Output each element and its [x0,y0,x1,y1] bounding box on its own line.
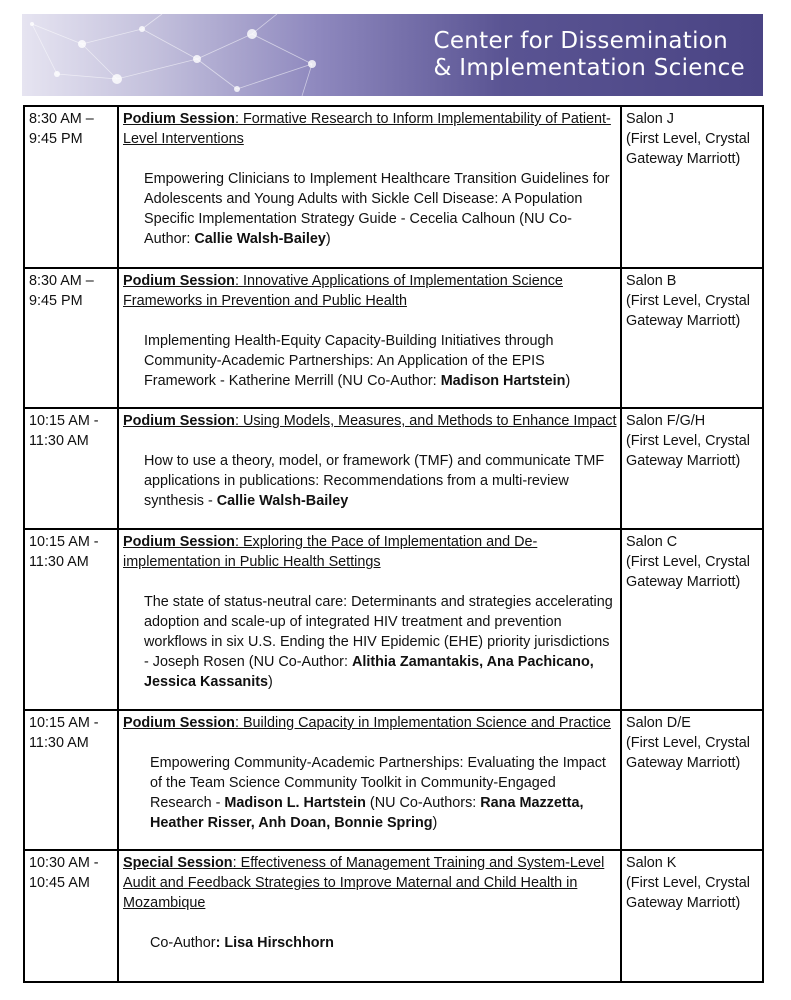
session-title-text: Frameworks in Prevention and Public Health [123,293,407,309]
abstract-text: ) [565,373,571,389]
time-cell [24,710,118,850]
session-title-text: : Innovative Applications of Implementation Science [234,273,563,289]
location-cell [621,268,763,408]
time-end: 11:30 AM [29,554,89,570]
abstract-text: The state of status-neutral care: Determinants and strategies accelerating adoption and scale-up of integrated HIV treatment and prevention workflows in six U.S. Ending the HIV Epidemic (EHE) priority jurisdictions - Joseph Rosen (NU Co-Author: [144,594,613,670]
session-title-text: : Exploring the Pace of Implementation and De- [234,534,538,550]
table-row [24,850,763,982]
center-title [433,28,745,82]
time-end: 10:45 AM [29,875,90,891]
session-title [123,411,617,431]
session-title-text: : Formative Research to Inform Implementability of Patient- [234,111,611,127]
session-title [123,532,617,572]
location-room: Salon B [626,273,677,289]
abstract-text: Empowering Community-Academic Partnerships: Evaluating the Impact of the Team Science Community Toolkit in Community-Engaged Research - [150,755,606,811]
location-detail: (First Level, Crystal [626,433,750,449]
session-title-text: Mozambique [123,895,206,911]
schedule-table [23,105,764,983]
abstract-text: Implementing Health-Equity Capacity-Building Initiatives through Community-Academic Partnerships: An Application of the EPIS Framework - Katherine Merrill (NU Co-Author: [144,333,554,389]
session-type: Podium Session [123,534,235,550]
location-detail: (First Level, Crystal [626,554,750,570]
location-venue: Gateway Marriott) [626,755,741,771]
location-venue: Gateway Marriott) [626,151,741,167]
header-banner [22,14,763,96]
session-title-text: Audit and Feedback Strategies to Improve Maternal and Child Health in [123,875,578,891]
co-author-name: Alithia Zamantakis, Ana Pachicano, Jessica Kassanits [144,654,594,690]
session-title [123,853,617,913]
abstract-text: (NU Co-Authors: [365,795,481,811]
session-type: Podium Session [123,715,235,731]
co-author-name: Callie Walsh-Bailey [216,493,349,509]
location-room: Salon J [626,111,674,127]
time-end: 11:30 AM [29,433,89,449]
co-author-name: Madison L. Hartstein [224,795,366,811]
time-end: 11:30 AM [29,735,89,751]
co-author-name: Callie Walsh-Bailey [194,231,326,247]
location-cell [621,408,763,529]
time-end: 9:45 PM [29,131,83,147]
session-cell [118,106,621,268]
session-type: Podium Session [123,273,235,289]
session-cell [118,408,621,529]
session-title [123,109,617,149]
location-room: Salon K [626,855,677,871]
time-cell [24,408,118,529]
location-cell [621,850,763,982]
location-venue: Gateway Marriott) [626,895,741,911]
abstract-text: How to use a theory, model, or framework (TMF) and communicate TMF applications in publications: Recommendations from a multi-review synthesis - [144,453,605,509]
location-detail: (First Level, Crystal [626,131,750,147]
session-title [123,713,617,733]
table-row [24,529,763,710]
table-row [24,268,763,408]
abstract [123,753,617,833]
session-title-text: : Effectiveness of Management Training and System-Level [232,855,605,871]
time-start: 10:15 AM - [29,715,99,731]
location-detail: (First Level, Crystal [626,293,750,309]
abstract-text: Empowering Clinicians to Implement Healthcare Transition Guidelines for Adolescents and Young Adults with Sickle Cell Disease: A Population Specific Implementation Strategy Guide - Cecelia Calhoun (NU Co-Author: [144,171,610,247]
session-title-text: implementation in Public Health Settings [123,554,381,570]
session-title [123,271,617,311]
session-cell [118,268,621,408]
session-type: Podium Session [123,111,235,127]
table-row [24,408,763,529]
location-cell [621,529,763,710]
session-type: Podium Session [123,413,235,429]
time-end: 9:45 PM [29,293,83,309]
table-row [24,710,763,850]
co-author-name: Rana Mazzetta, Heather Risser, Anh Doan, Bonnie Spring [150,795,584,831]
co-author-name: : Lisa Hirschhorn [215,935,334,951]
session-title-text: : Using Models, Measures, and Methods to Enhance Impact [234,413,617,429]
abstract [123,169,617,249]
time-start: 10:30 AM - [29,855,99,871]
center-title-line2: & Implementation Science [433,55,745,81]
location-cell [621,106,763,268]
abstract [123,933,617,953]
time-start: 10:15 AM - [29,534,99,550]
abstract-text: ) [432,815,438,831]
time-cell [24,529,118,710]
abstract-text: ) [268,674,273,690]
time-cell [24,850,118,982]
location-venue: Gateway Marriott) [626,574,741,590]
location-room: Salon D/E [626,715,691,731]
time-start: 8:30 AM – [29,111,94,127]
location-detail: (First Level, Crystal [626,875,750,891]
session-cell [118,850,621,982]
session-title-text: : Building Capacity in Implementation Science and Practice [234,715,611,731]
abstract-text: Co-Author [150,935,216,951]
location-detail: (First Level, Crystal [626,735,750,751]
time-cell [24,268,118,408]
location-room: Salon F/G/H [626,413,706,429]
session-type: Special Session [123,855,233,871]
time-start: 10:15 AM - [29,413,99,429]
location-venue: Gateway Marriott) [626,453,741,469]
location-cell [621,710,763,850]
session-cell [118,710,621,850]
abstract [123,331,617,391]
co-author-name: Madison Hartstein [440,373,566,389]
location-room: Salon C [626,534,678,550]
location-venue: Gateway Marriott) [626,313,741,329]
abstract [123,451,617,511]
session-title-text: Level Interventions [123,131,244,147]
time-cell [24,106,118,268]
abstract-text: ) [325,231,331,247]
session-cell [118,529,621,710]
table-row [24,106,763,268]
center-title-line1: Center for Dissemination [433,28,729,54]
abstract [123,592,617,692]
time-start: 8:30 AM – [29,273,94,289]
